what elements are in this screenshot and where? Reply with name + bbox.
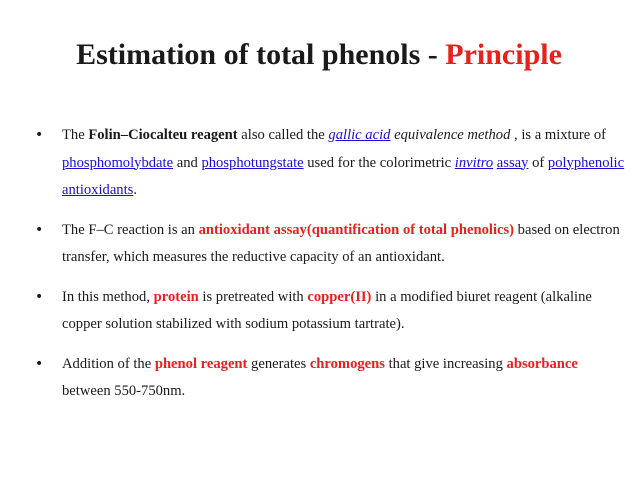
- antioxidant-assay-term: antioxidant assay(quantification of total phenolics): [198, 221, 515, 238]
- text: based on electron transfer, which measures the reductive capacity of an antioxidant.: [62, 221, 620, 265]
- bullet-folin: [35, 122, 625, 205]
- text: In this method,: [62, 288, 154, 305]
- antioxidants-link[interactable]: antioxidants: [62, 182, 134, 198]
- text: in a modified biuret reagent (alkaline copper solution stabilized with sodium potassium tartrate).: [62, 288, 592, 332]
- chromogens-term: chromogens: [309, 355, 385, 372]
- polyphenolic-link[interactable]: polyphenolic: [547, 154, 625, 171]
- text: used for the colorimetric: [303, 154, 455, 171]
- bullet-dot: •: [35, 288, 44, 305]
- protein-term: protein: [153, 288, 199, 305]
- phosphomolybdate-link[interactable]: phosphomolybdate: [62, 154, 174, 171]
- invitro-link[interactable]: invitro: [454, 154, 494, 171]
- text: , is a mixture of: [510, 127, 607, 143]
- folin-reagent-term: Folin–Ciocalteu reagent: [88, 127, 238, 143]
- bullet-phenol-reagent: [35, 351, 625, 406]
- text: generates: [247, 355, 310, 372]
- bullet-fc-reaction: [35, 217, 625, 272]
- text: .: [133, 182, 137, 198]
- gallic-acid-link[interactable]: gallic acid: [328, 127, 391, 143]
- slide-title: [0, 38, 638, 72]
- text: and: [173, 154, 202, 171]
- text: The: [62, 127, 89, 143]
- title-accent: Principle: [445, 38, 562, 71]
- copper-term: copper(II): [307, 288, 372, 305]
- text: between 550-750nm.: [62, 383, 186, 399]
- bullet-dot: •: [35, 355, 44, 372]
- text: of: [528, 154, 548, 171]
- text: also called the: [237, 127, 329, 143]
- bullet-list: [35, 122, 625, 418]
- absorbance-term: absorbance: [506, 355, 578, 372]
- bullet-dot: •: [35, 127, 44, 143]
- bullet-dot: •: [35, 221, 44, 238]
- text: that give increasing: [384, 355, 507, 372]
- text: equivalence method: [390, 127, 511, 143]
- bullet-method: [35, 284, 625, 339]
- title-main: Estimation of total phenols -: [76, 38, 446, 71]
- phosphotungstate-link[interactable]: phosphotungstate: [201, 154, 304, 171]
- text: The F–C reaction is an: [62, 221, 199, 238]
- phenol-reagent-term: phenol reagent: [154, 355, 248, 372]
- text: Addition of the: [62, 355, 155, 372]
- text: is pretreated with: [198, 288, 308, 305]
- assay-link[interactable]: assay: [496, 154, 529, 171]
